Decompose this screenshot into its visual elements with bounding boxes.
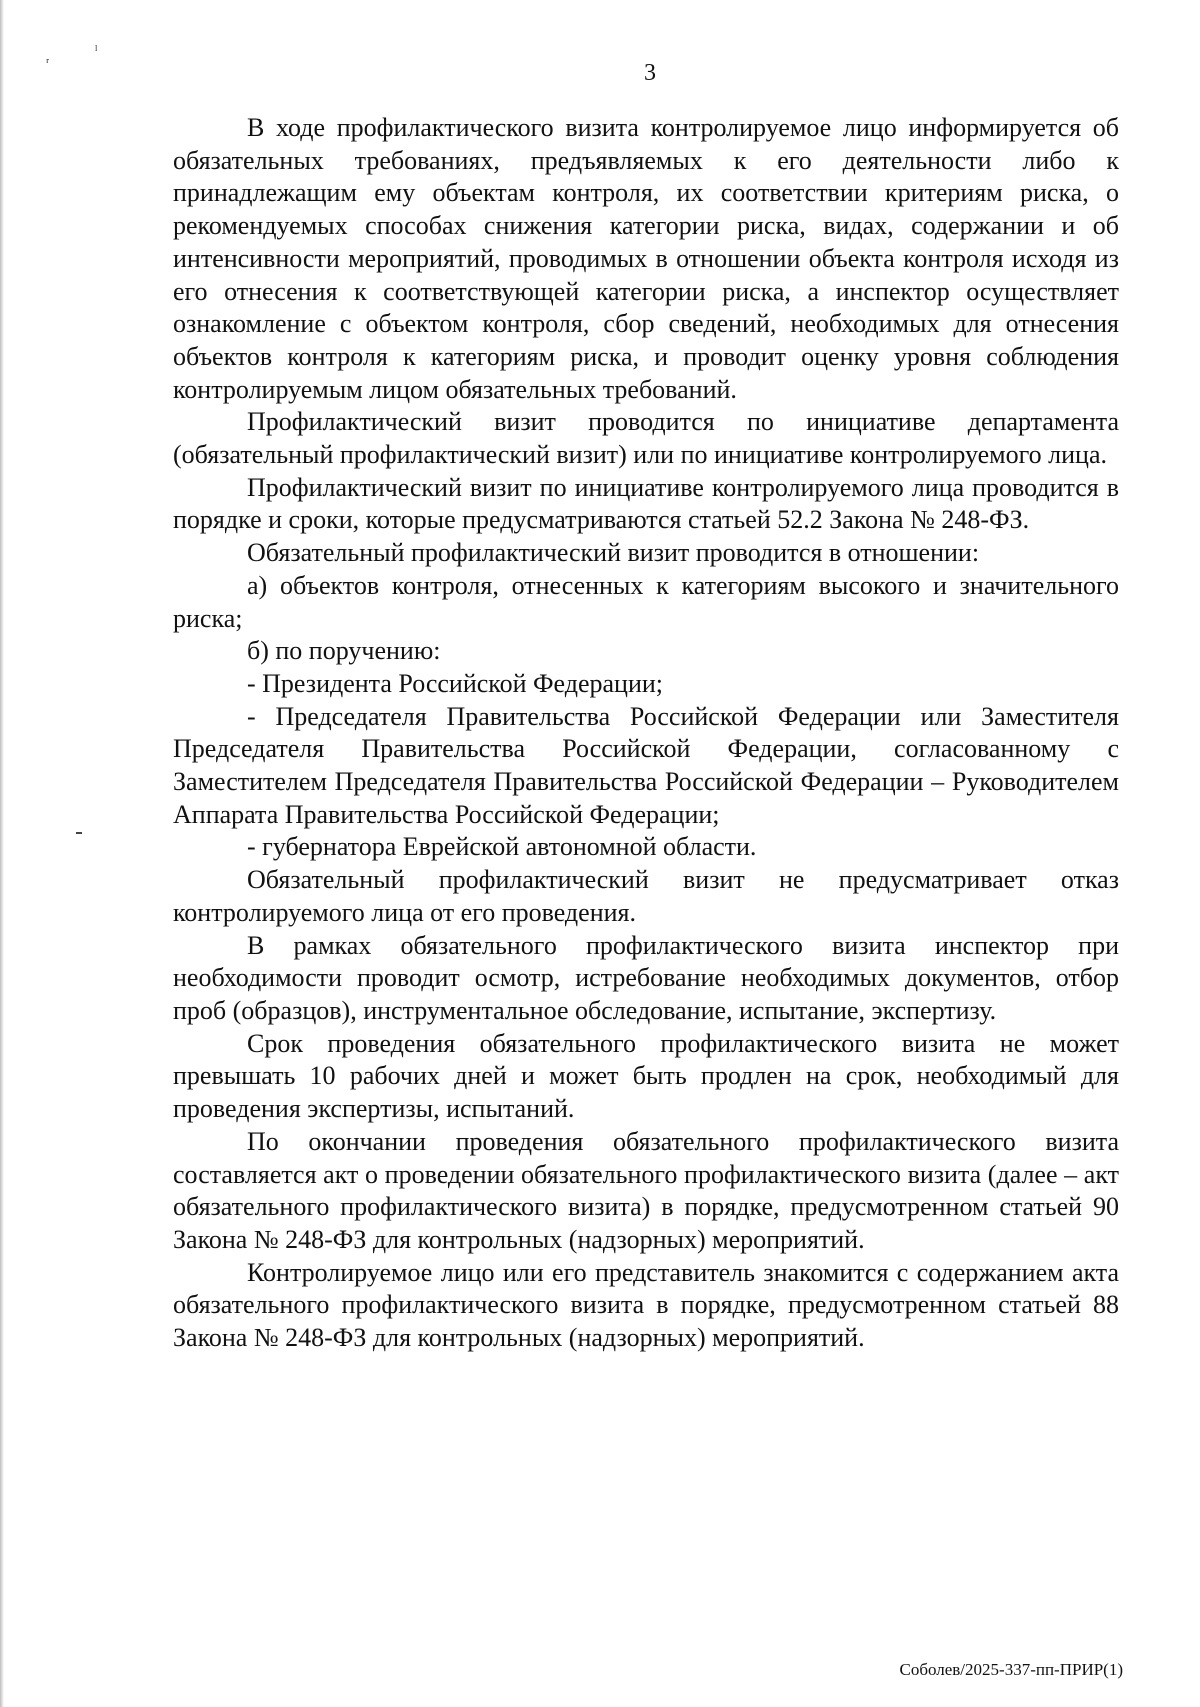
paragraph: а) объектов контроля, отнесенных к категориям высокого и значительного риска;: [173, 570, 1119, 633]
scan-edge-shadow: [0, 0, 4, 1707]
paragraph: - Президента Российской Федерации;: [247, 668, 664, 698]
document-code: Соболев/2025-337-пп-ПРИР(1): [899, 1660, 1123, 1679]
paragraph: По окончании проведения обязательного профилактического визита составляется акт о проведении обязательного профилактического визита (далее – акт обязательного профилактического визита) в порядке, предусмотренном статьей 90 Закона № 248-ФЗ для контрольных (надзорных) мероприятий.: [173, 1126, 1119, 1254]
scan-speck: ˡ: [95, 44, 98, 59]
paragraph: - губернатора Еврейской автономной области.: [247, 832, 757, 862]
paragraph: Профилактический визит по инициативе контролируемого лица проводится в порядке и сроки, которые предусматриваются статьей 52.2 Закона № 248-ФЗ.: [173, 472, 1119, 535]
paragraph: Контролируемое лицо или его представитель знакомится с содержанием акта обязательного профилактического визита в порядке, предусмотренном статьей 88 Закона № 248-ФЗ для контрольных (надзорных) мероприятий.: [173, 1257, 1119, 1353]
scan-speck: ʳ: [46, 56, 50, 71]
page-number: 3: [644, 60, 656, 86]
paragraph: б) по поручению:: [247, 636, 441, 666]
scan-speck: [76, 832, 82, 834]
paragraph: В рамках обязательного профилактического визита инспектор при необходимости проводит осмотр, истребование необходимых документов, отбор проб (образцов), инструментальное обследование, испытание, экспертизу.: [173, 930, 1119, 1025]
document-body: [173, 112, 1119, 1355]
paragraph: В ходе профилактического визита контролируемое лицо информируется об обязательных требованиях, предъявляемых к его деятельности либо к принадлежащим ему объектам контроля, их соответствии критериям риска, о рекомендуемых способах снижения категории риска, видах, содержании и об интенсивности мероприятий, проводимых в отношении объекта контроля исходя из его отнесения к соответствующей категории риска, а инспектор осуществляет ознакомление с объектом контроля, сбор сведений, необходимых для отнесения объектов контроля к категориям риска, и проводит оценку уровня соблюдения контролируемым лицом обязательных требований.: [173, 113, 1119, 404]
paragraph: Профилактический визит проводится по инициативе департамента (обязательный профилактический визит) или по инициативе контролируемого лица.: [173, 407, 1119, 470]
paragraph: Обязательный профилактический визит не предусматривает отказ контролируемого лица от его проведения.: [173, 865, 1119, 927]
paragraph: Срок проведения обязательного профилактического визита не может превышать 10 рабочих дней и может быть продлен на срок, необходимый для проведения экспертизы, испытаний.: [173, 1028, 1119, 1124]
paragraph: - Председателя Правительства Российской Федерации или Заместителя Председателя Правительства Российской Федерации, согласованному с Заместителем Председателя Правительства Российской Федерации – Руководителем Аппарата Правительства Российской Федерации;: [173, 701, 1119, 829]
paragraph: Обязательный профилактический визит проводится в отношении:: [247, 538, 980, 568]
